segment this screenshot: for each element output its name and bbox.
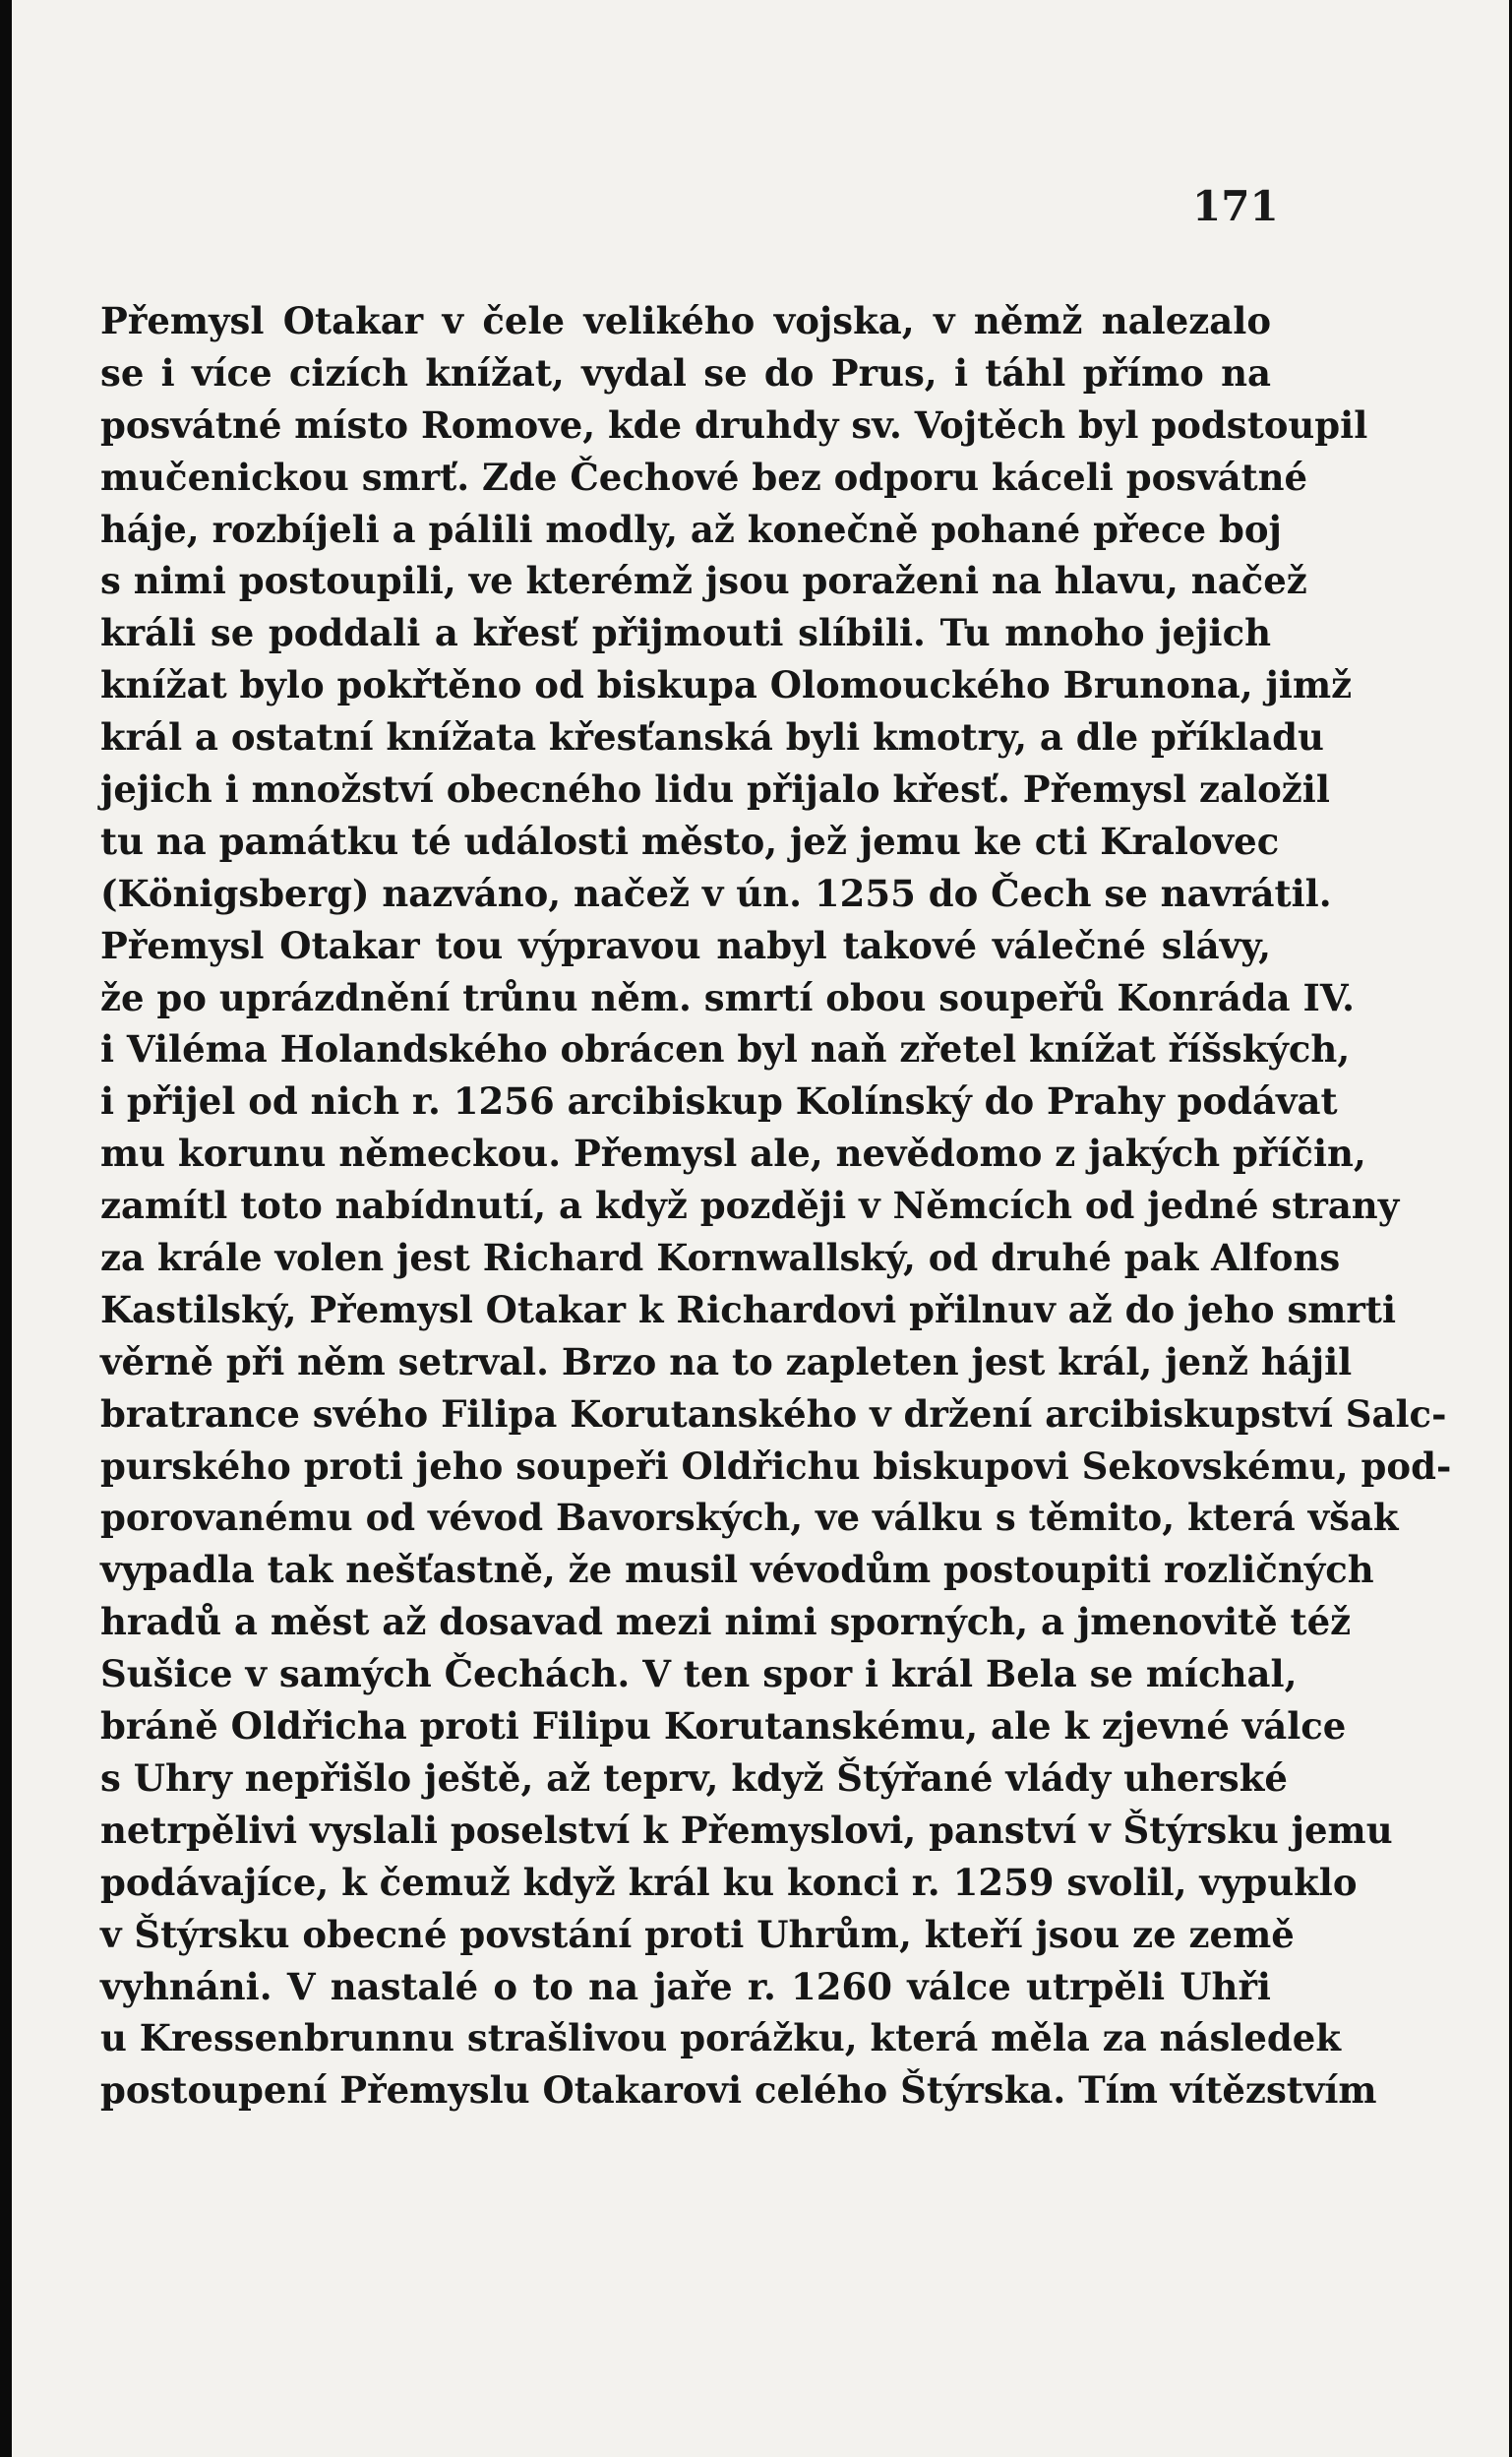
text-line: mučenickou smrť. Zde Čechové bez odporu káceli posvátné	[100, 455, 1308, 499]
text-line: netrpělivi vyslali poselství k Přemyslovi, panství v Štýrsku jemu	[100, 1808, 1393, 1852]
text-line: purského proti jeho soupeři Oldřichu biskupovi Sekovskému, pod-	[100, 1443, 1452, 1488]
text-line: bráně Oldřicha proti Filipu Korutanskému, ale k zjevné válce	[100, 1704, 1347, 1749]
text-line: že po uprázdnění trůnu něm. smrtí obou soupeřů Konráda IV.	[100, 975, 1355, 1019]
text-line: postoupení Přemyslu Otakarovi celého Štýrska. Tím vítězstvím	[100, 2068, 1377, 2113]
text-line: v Štýrsku obecné povstání proti Uhrům, kteří jsou ze země	[100, 1912, 1295, 1956]
text-line: s Uhry nepřišlo ještě, až teprv, když Štýřané vlády uherské	[100, 1755, 1288, 1800]
text-line: vyhnáni. V nastalé o to na jaře r. 1260 válce utrpěli Uhři	[100, 1964, 1271, 2008]
text-line: i Viléma Holandského obrácen byl naň zřetel knížat říšských,	[100, 1027, 1351, 1072]
text-line: Přemysl Otakar tou výpravou nabyl takové válečné slávy,	[100, 923, 1271, 967]
text-line: podávajíce, k čemuž když král ku konci r. 1259 svolil, vypuklo	[100, 1860, 1358, 1904]
text-line: háje, rozbíjeli a pálili modly, až konečně pohané přece boj	[100, 507, 1282, 551]
text-line: vypadla tak nešťastně, že musil vévodům postoupiti rozličných	[100, 1548, 1374, 1592]
text-line: (Königsberg) nazváno, načež v ún. 1255 do Čech se navrátil.	[100, 871, 1332, 915]
body-text	[100, 295, 1452, 2117]
text-line: za krále volen jest Richard Kornwallský, od druhé pak Alfons	[100, 1236, 1341, 1280]
text-line: hradů a měst až dosavad mezi nimi sporných, a jmenovitě též	[100, 1600, 1352, 1644]
text-line: u Kressenbrunnu strašlivou porážku, která měla za následek	[100, 2016, 1341, 2060]
text-line: Přemysl Otakar v čele velikého vojska, v němž nalezalo	[100, 299, 1271, 342]
text-line: porovanému od vévod Bavorských, ve válku s těmito, která však	[100, 1496, 1399, 1540]
text-line: knížat bylo pokřtěno od biskupa Olomouckého Brunona, jimž	[100, 663, 1353, 707]
text-line: Sušice v samých Čechách. V ten spor i král Bela se míchal,	[100, 1652, 1298, 1696]
page-number: 171	[1192, 182, 1279, 230]
text-line: král a ostatní knížata křesťanská byli kmotry, a dle příkladu	[100, 715, 1324, 760]
text-line: tu na památku té události město, jež jemu ke cti Kralovec	[100, 819, 1280, 863]
text-line: věrně při něm setrval. Brzo na to zapleten jest král, jenž hájil	[100, 1339, 1353, 1383]
text-line: jejich i množství obecného lidu přijalo křesť. Přemysl založil	[100, 768, 1330, 812]
text-line: i přijel od nich r. 1256 arcibiskup Kolínský do Prahy podávat	[100, 1079, 1338, 1124]
book-page	[12, 0, 1509, 2457]
text-line: bratrance svého Filipa Korutanského v držení arcibiskupství Salc-	[100, 1391, 1447, 1436]
text-line: s nimi postoupili, ve kterémž jsou poraženi na hlavu, načež	[100, 559, 1307, 603]
text-line: se i více cizích knížat, vydal se do Prus, i táhl přímo na	[100, 350, 1271, 395]
text-line: Kastilský, Přemysl Otakar k Richardovi přilnuv až do jeho smrti	[100, 1287, 1397, 1331]
text-line: zamítl toto nabídnutí, a když později v Němcích od jedné strany	[100, 1184, 1400, 1228]
text-line: mu korunu německou. Přemysl ale, nevědomo z jakých příčin,	[100, 1132, 1366, 1176]
text-line: posvátné místo Romove, kde druhdy sv. Vojtěch byl podstoupil	[100, 402, 1368, 447]
text-line: králi se poddali a křesť přijmouti slíbili. Tu mnoho jejich	[100, 611, 1271, 655]
